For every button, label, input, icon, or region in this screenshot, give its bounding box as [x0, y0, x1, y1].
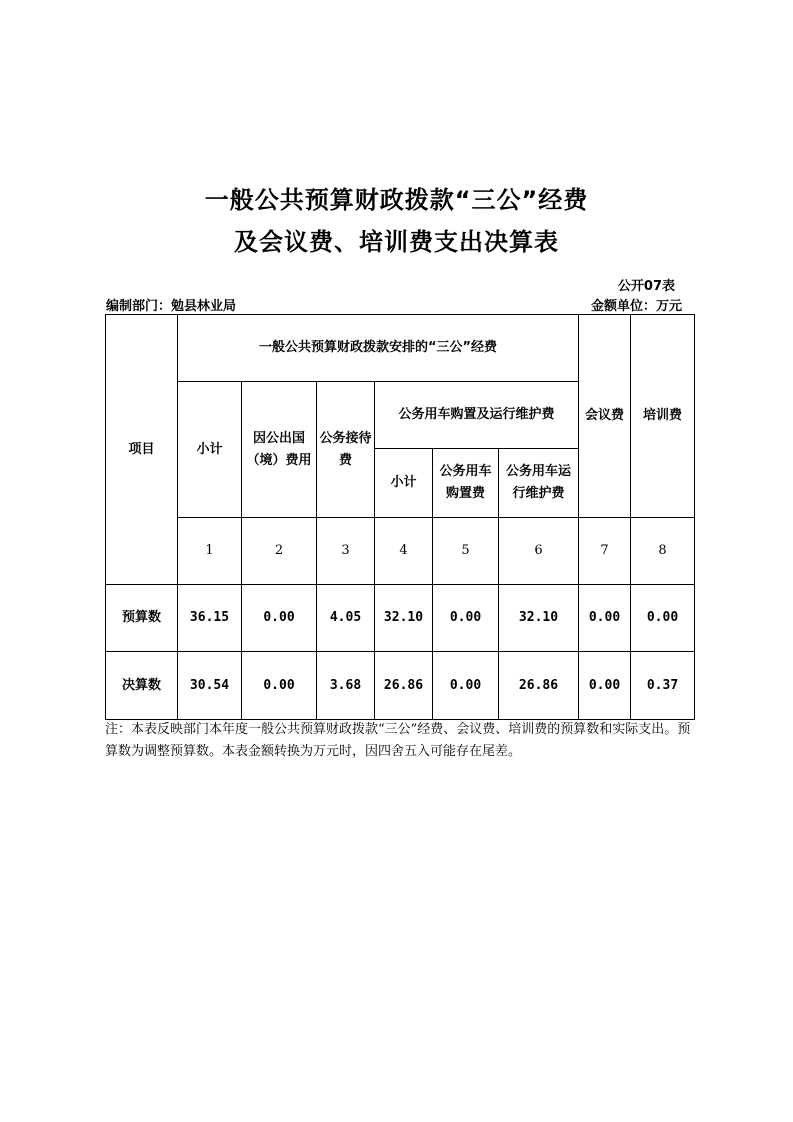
actual-vehicle-purchase: 0.00 — [433, 652, 499, 720]
amount-unit: 金额单位：万元 — [590, 299, 682, 314]
column-number: 3 — [317, 518, 375, 585]
actual-vehicle-maintenance: 26.86 — [499, 652, 579, 720]
budget-abroad: 0.00 — [242, 585, 317, 652]
actual-subtotal: 30.54 — [178, 652, 242, 720]
header-vehicle-group: 公务用车购置及运行维护费 — [375, 382, 579, 449]
page-title-line-2: 及会议费、培训费支出决算表 — [234, 228, 559, 256]
table-row-actual — [106, 652, 695, 720]
column-number: 6 — [499, 518, 579, 585]
budget-vehicle-subtotal: 32.10 — [375, 585, 433, 652]
actual-training: 0.37 — [631, 652, 695, 720]
header-vehicle-purchase: 公务用车购置费 — [433, 449, 499, 518]
header-item: 项目 — [106, 315, 178, 585]
actual-vehicle-subtotal: 26.86 — [375, 652, 433, 720]
actual-abroad: 0.00 — [242, 652, 317, 720]
header-vehicle-maintenance: 公务用车运行维护费 — [499, 449, 579, 518]
row-label-budget: 预算数 — [106, 585, 178, 652]
row-label-actual: 决算数 — [106, 652, 178, 720]
budget-subtotal: 36.15 — [178, 585, 242, 652]
header-reception: 公务接待费 — [317, 382, 375, 518]
compiling-department: 编制部门：勉县林业局 — [106, 299, 237, 314]
table-number: 公开07表 — [617, 279, 675, 294]
budget-vehicle-purchase: 0.00 — [433, 585, 499, 652]
header-vehicle-subtotal: 小计 — [375, 449, 433, 518]
expenditure-table — [105, 314, 695, 720]
actual-reception: 3.68 — [317, 652, 375, 720]
column-number: 8 — [631, 518, 695, 585]
column-number: 2 — [242, 518, 317, 585]
page-title-line-1: 一般公共预算财政拨款“三公”经费 — [204, 186, 589, 214]
table-row-budget — [106, 585, 695, 652]
column-number: 1 — [178, 518, 242, 585]
budget-training: 0.00 — [631, 585, 695, 652]
column-number-row — [106, 518, 695, 585]
column-number: 4 — [375, 518, 433, 585]
budget-reception: 4.05 — [317, 585, 375, 652]
table-note: 注：本表反映部门本年度一般公共预算财政拨款“三公”经费、会议费、培训费的预算数和实际支出。预算数为调整预算数。本表金额转换为万元时，因四舍五入可能存在尾差。 — [105, 722, 691, 759]
header-training: 培训费 — [631, 315, 695, 518]
header-abroad: 因公出国（境）费用 — [242, 382, 317, 518]
header-sangong-group: 一般公共预算财政拨款安排的“三公”经费 — [178, 315, 579, 382]
header-row-1 — [106, 315, 695, 382]
column-number: 5 — [433, 518, 499, 585]
actual-meeting: 0.00 — [579, 652, 631, 720]
header-meeting: 会议费 — [579, 315, 631, 518]
header-subtotal: 小计 — [178, 382, 242, 518]
budget-vehicle-maintenance: 32.10 — [499, 585, 579, 652]
column-number: 7 — [579, 518, 631, 585]
budget-meeting: 0.00 — [579, 585, 631, 652]
